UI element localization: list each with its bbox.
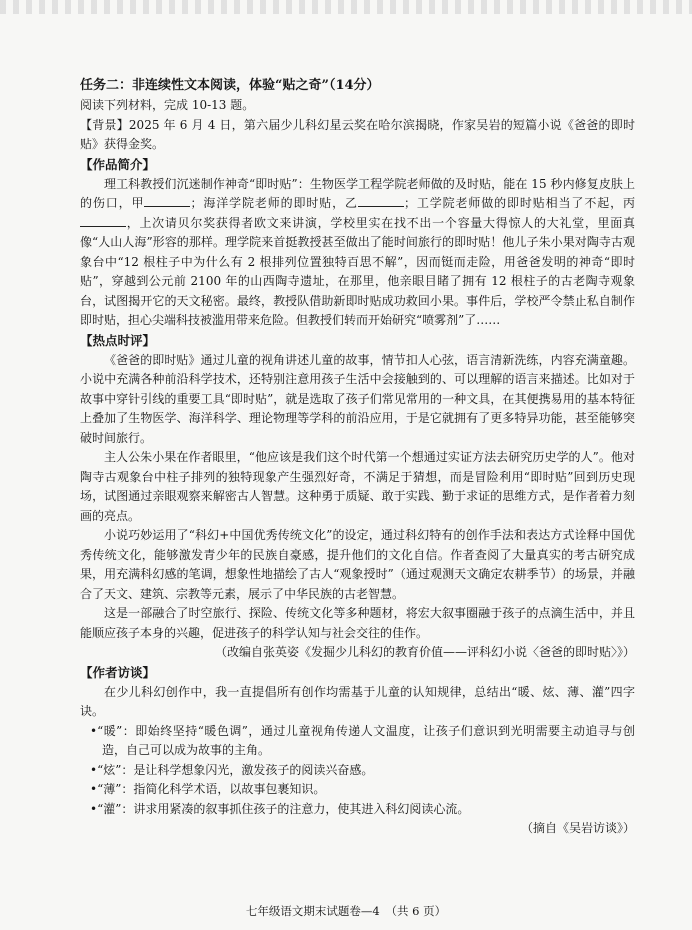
instruction: 阅读下列材料，完成 10-13 题。 bbox=[80, 98, 255, 112]
review-paragraph: 主人公朱小果在作者眼里，“他应该是我们这个时代第一个想通过实证方法去研究历史学的人”。他对陶寺古观象台中柱子排列的独特现象产生强烈好奇，不满足于猜想，而是冒险利用“即时贴”回到历史现场，试图通过亲眼观察来解密古人智慧。这种勇于质疑、敢于实践、勤于求证的思维方式，是作者着力刻画的亮点。 bbox=[80, 450, 635, 523]
review-paragraph: 这是一部融合了时空旅行、探险、传统文化等多种题材，将宏大叙事圈融于孩子的点滴生活中，并且能顺应孩子本身的兴趣，促进孩子的科学认知与社会交往的佳作。 bbox=[80, 606, 635, 640]
intro-text-1: 理工科教授们沉迷制作神奇“即时贴”：生物医学工程学院老师做的及时贴，能在 15 秒内修复皮肤上的伤口，甲 bbox=[80, 176, 635, 210]
interview-bullet: •“灌”：讲求用紧凑的叙事抓住孩子的注意力，使其进入科幻阅读心流。 bbox=[90, 801, 470, 816]
interview-bullet: •“薄”：指简化科学术语，以故事包裹知识。 bbox=[90, 782, 326, 796]
intro-heading: 【作品简介】 bbox=[80, 156, 156, 172]
review-source: （改编自张英姿《发掘少儿科幻的教育价值——评科幻小说〈爸爸的即时贴〉》） bbox=[214, 645, 635, 659]
review-paragraph: 小说巧妙运用了“科幻+中国优秀传统文化”的设定，通过科幻特有的创作手法和表达方式诠释中国优秀传统文化，能够激发青少年的民族自豪感，提升他们的文化自信。作者查阅了大量真实的考古研究成果，用充满科幻感的笔调，想象性地描绘了古人“观象授时”（通过观测天文确定农耕季节）的场景，并融合了天文、建筑、宗教等元素，展示了中华民族的古老智慧。 bbox=[80, 528, 635, 601]
interview-bullet: •“暖”：即始终坚持“暖色调”，通过儿童视角传递人文温度，让孩子们意识到光明需要主动追寻与创造，自己可以成为故事的主角。 bbox=[90, 723, 635, 757]
interview-bullet: •“炫”：是让科学想象闪光，激发孩子的阅读兴奋感。 bbox=[90, 762, 374, 777]
blank-b bbox=[358, 195, 404, 207]
interview-intro: 在少儿科幻创作中，我一直提倡所有创作均需基于儿童的认知规律，总结出“暖、炫、薄、灌”四字诀。 bbox=[80, 684, 635, 718]
blank-a bbox=[144, 195, 190, 207]
intro-text-2: ；海洋学院老师的即时贴，乙 bbox=[190, 196, 358, 210]
background-paragraph: 【背景】2025 年 6 月 4 日，第六届少儿科幻星云奖在哈尔滨揭晓，作家吴岩的短篇小说《爸爸的即时贴》获得金奖。 bbox=[80, 117, 635, 151]
interview-heading: 【作者访谈】 bbox=[80, 664, 156, 680]
blank-c bbox=[80, 215, 126, 227]
page-footer: 七年级语文期末试题卷—4 （共 6 页） bbox=[245, 904, 447, 918]
intro-text-4: ，上次请贝尔奖获得者欧文来讲演，学校里实在找不出一个容量大得惊人的大礼堂，里面真像“人山人海”形容的那样。理学院来首挺教授甚至做出了能时间旅行的即时贴！他儿子朱小果对陶寺古观象台中“12 根柱子中为什么有 2 根排列位置独特百思不解”，因而铤而走险，用爸爸发明的神奇“即时贴”，穿越到公元前 2100 年的山西陶寺遗址，在那里，他亲眼目睹了拥有 12 根柱子的古老陶寺观象台，试图揭开它的天文秘密。最终，教授队借助新即时贴成功救回小果。事件后，学校严令禁止私自制作即时贴，担心尖端科技被滥用带来危险。但教授们转而开始研究“喷雾剂”了…… bbox=[80, 215, 635, 327]
review-heading: 【热点时评】 bbox=[80, 332, 156, 348]
review-paragraph: 《爸爸的即时贴》通过儿童的视角讲述儿童的故事，情节扣人心弦，语言清新洗练，内容充满童趣。小说中充满各种前沿科学技术，还特别注意用孩子生活中会接触到的、可以理解的语言来描述。比如对于故事中穿针引线的重要工具“即时贴”，就是选取了孩子们常见常用的一种文具，在其便携易用的基本特征上叠加了生物医学、海洋科学、理论物理等学科的前沿应用，于是它就拥有了更多特异功能，甚至能够突破时间旅行。 bbox=[80, 352, 635, 445]
intro-text-3: ；工学院老师做的即时贴相当了不起，丙 bbox=[403, 196, 635, 210]
task-title: 任务二：非连续性文本阅读，体验“贴之奇”（14分） bbox=[80, 78, 380, 93]
interview-source: （摘自《吴岩访谈》） bbox=[520, 821, 635, 835]
exam-page bbox=[80, 76, 635, 839]
intro-paragraph bbox=[80, 175, 635, 331]
scan-top-edge bbox=[0, 0, 692, 14]
